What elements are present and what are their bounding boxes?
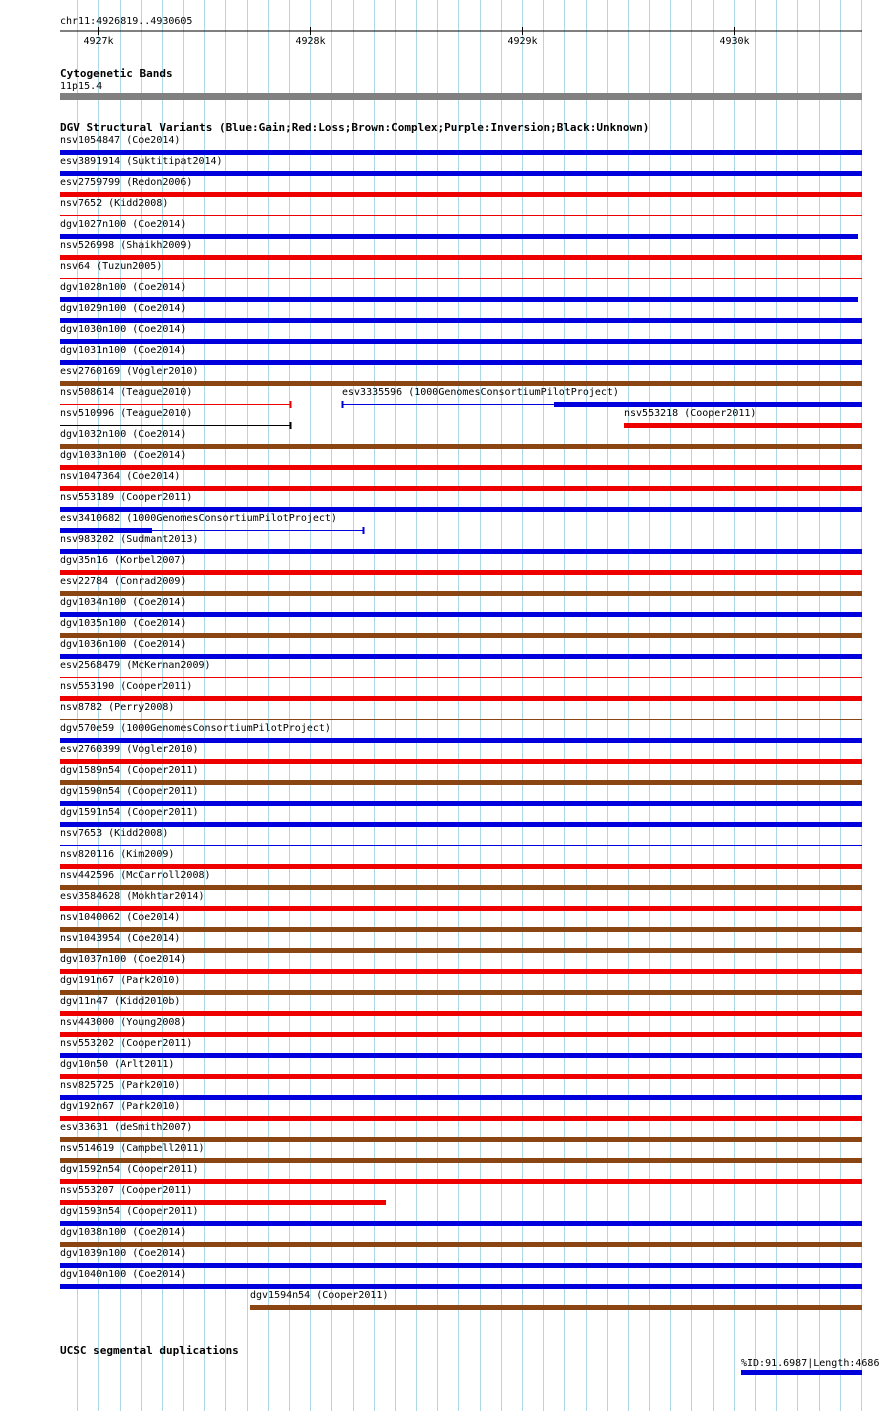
dgv-variant[interactable]	[60, 1038, 862, 1058]
ruler-tick-label: 4929k	[507, 36, 538, 47]
dgv-variant-bar	[60, 738, 862, 743]
dgv-variant[interactable]	[60, 702, 862, 720]
dgv-variant[interactable]	[60, 1164, 862, 1184]
dgv-variant-bar	[60, 591, 862, 596]
dgv-variant-bar	[60, 1137, 862, 1142]
dgv-variant-bar	[60, 255, 862, 260]
dgv-variant-label: nsv8782 (Perry2008)	[60, 702, 175, 713]
dgv-variant-label: dgv192n67 (Park2010)	[60, 1101, 181, 1112]
dgv-variant-bar	[60, 1074, 862, 1079]
dgv-variant-bar	[60, 570, 862, 575]
dgv-variant[interactable]	[60, 261, 862, 279]
dgv-variant-label: nsv553207 (Cooper2011)	[60, 1185, 193, 1196]
dgv-variant-label: dgv1591n54 (Cooper2011)	[60, 807, 199, 818]
dgv-variant[interactable]	[60, 576, 862, 596]
dgv-variant-label: dgv10n50 (Arlt2011)	[60, 1059, 175, 1070]
dgv-variant-bar	[60, 633, 862, 638]
dgv-variant-label: nsv526998 (Shaikh2009)	[60, 240, 193, 251]
dgv-variant-label: nsv820116 (Kim2009)	[60, 849, 175, 860]
dgv-variant[interactable]	[60, 1017, 862, 1037]
dgv-track-title: DGV Structural Variants (Blue:Gain;Red:Loss;Brown:Complex;Purple:Inversion;Black:Unknown)	[60, 121, 650, 134]
dgv-variant-bar	[60, 990, 862, 995]
dgv-variant[interactable]	[60, 387, 291, 408]
dgv-variant-bar	[60, 171, 862, 176]
dgv-variant-label: nsv442596 (McCarroll2008)	[60, 870, 211, 881]
dgv-variant[interactable]	[60, 723, 862, 743]
dgv-variant-bar	[60, 192, 862, 197]
dgv-variant-bar	[60, 801, 862, 806]
dgv-variant-label: dgv1037n100 (Coe2014)	[60, 954, 187, 965]
dgv-variant[interactable]	[60, 1059, 862, 1079]
dgv-variant-bar	[60, 1158, 862, 1163]
dgv-variant-bar	[60, 864, 862, 869]
dgv-variant-label: esv3335596 (1000GenomesConsortiumPilotProject)	[342, 387, 619, 398]
dgv-variant-label: esv22784 (Conrad2009)	[60, 576, 187, 587]
dgv-variant[interactable]	[60, 618, 862, 638]
dgv-variant-bar	[60, 780, 862, 785]
dgv-variant-bar	[60, 1263, 862, 1268]
dgv-variant[interactable]	[60, 1143, 862, 1163]
dgv-variant-bar	[624, 423, 862, 428]
dgv-variant[interactable]	[60, 408, 291, 429]
dgv-variant-label: esv2759799 (Redon2006)	[60, 177, 193, 188]
dgv-variant-label: esv33631 (deSmith2007)	[60, 1122, 193, 1133]
dgv-variant-label: nsv510996 (Teague2010)	[60, 408, 193, 419]
dgv-variant-bar	[60, 1095, 862, 1100]
dgv-variant[interactable]	[60, 1206, 862, 1226]
dgv-variant[interactable]	[60, 1248, 862, 1268]
dgv-variant[interactable]	[624, 408, 862, 428]
dgv-variant[interactable]	[60, 534, 862, 554]
dgv-variant[interactable]	[60, 975, 862, 995]
dgv-variant[interactable]	[60, 1269, 862, 1289]
dgv-variant-label: dgv1033n100 (Coe2014)	[60, 450, 187, 461]
dgv-variant[interactable]	[60, 639, 862, 659]
dgv-variant[interactable]	[60, 828, 862, 846]
grid-lines	[78, 0, 862, 1411]
dgv-features	[60, 135, 862, 1310]
dgv-variant-bar	[60, 1116, 862, 1121]
dgv-variant-bar	[60, 906, 862, 911]
ruler-tick-label: 4927k	[83, 36, 114, 47]
dgv-variant[interactable]	[60, 177, 862, 197]
dgv-variant-label: esv3410682 (1000GenomesConsortiumPilotProject)	[60, 513, 337, 524]
dgv-variant-label: dgv1035n100 (Coe2014)	[60, 618, 187, 629]
dgv-variant[interactable]	[60, 807, 862, 827]
dgv-variant[interactable]	[60, 513, 364, 534]
dgv-variant-label: dgv11n47 (Kidd2010b)	[60, 996, 181, 1007]
dgv-variant-bar	[60, 339, 862, 344]
dgv-variant-label: dgv1038n100 (Coe2014)	[60, 1227, 187, 1238]
dgv-variant-bar	[60, 1242, 862, 1247]
segdup-feature-bar	[741, 1370, 862, 1375]
dgv-variant-bar	[60, 759, 862, 764]
dgv-variant-bar	[60, 381, 862, 386]
dgv-variant[interactable]	[60, 849, 862, 869]
dgv-variant-bar	[60, 1200, 386, 1205]
dgv-variant-label: dgv1027n100 (Coe2014)	[60, 219, 187, 230]
dgv-variant-label: dgv570e59 (1000GenomesConsortiumPilotProject)	[60, 723, 331, 734]
dgv-variant-label: nsv825725 (Park2010)	[60, 1080, 181, 1091]
dgv-variant[interactable]	[60, 1122, 862, 1142]
dgv-variant-label: dgv1593n54 (Cooper2011)	[60, 1206, 199, 1217]
dgv-variant-label: dgv191n67 (Park2010)	[60, 975, 181, 986]
dgv-variant-bar	[60, 1284, 862, 1289]
dgv-variant-label: nsv508614 (Teague2010)	[60, 387, 193, 398]
dgv-variant-label: dgv1592n54 (Cooper2011)	[60, 1164, 199, 1175]
dgv-variant[interactable]	[60, 660, 862, 678]
dgv-variant[interactable]	[60, 744, 862, 764]
dgv-variant-label: esv3891914 (Suktitipat2014)	[60, 156, 223, 167]
dgv-variant-label: dgv1031n100 (Coe2014)	[60, 345, 187, 356]
dgv-variant[interactable]	[60, 891, 862, 911]
dgv-variant[interactable]	[60, 786, 862, 806]
dgv-variant-bar	[60, 927, 862, 932]
dgv-variant-bar	[60, 1053, 862, 1058]
dgv-variant-label: dgv1039n100 (Coe2014)	[60, 1248, 187, 1259]
dgv-variant-label: dgv1030n100 (Coe2014)	[60, 324, 187, 335]
dgv-variant[interactable]	[60, 555, 862, 575]
segdup-track-title: UCSC segmental duplications	[60, 1344, 239, 1357]
dgv-variant-label: esv2568479 (McKernan2009)	[60, 660, 211, 671]
cytoband-track-title: Cytogenetic Bands	[60, 67, 173, 80]
dgv-variant-bar	[60, 234, 858, 239]
dgv-variant-label: esv2760169 (Vogler2010)	[60, 366, 199, 377]
dgv-variant-label: esv2760399 (Vogler2010)	[60, 744, 199, 755]
dgv-variant[interactable]	[60, 1080, 862, 1100]
dgv-variant-bar	[60, 465, 862, 470]
dgv-variant[interactable]	[60, 492, 862, 512]
dgv-variant-bar	[60, 612, 862, 617]
dgv-variant-label: nsv514619 (Campbell2011)	[60, 1143, 205, 1154]
dgv-variant[interactable]	[60, 135, 862, 155]
dgv-variant-thick-part	[60, 528, 152, 533]
ruler-tick-label: 4930k	[719, 36, 750, 47]
dgv-variant-bar	[250, 1305, 862, 1310]
dgv-variant-label: dgv1589n54 (Cooper2011)	[60, 765, 199, 776]
dgv-variant-bar	[60, 297, 858, 302]
dgv-variant[interactable]	[60, 450, 862, 470]
dgv-variant-label: nsv7653 (Kidd2008)	[60, 828, 169, 839]
dgv-variant-label: dgv1036n100 (Coe2014)	[60, 639, 187, 650]
dgv-variant-bar	[60, 948, 862, 953]
dgv-variant-label: dgv1029n100 (Coe2014)	[60, 303, 187, 314]
dgv-variant-bar	[60, 822, 862, 827]
dgv-variant-label: nsv983202 (Sudmant2013)	[60, 534, 199, 545]
dgv-variant-label: dgv35n16 (Korbel2007)	[60, 555, 187, 566]
dgv-variant[interactable]	[60, 156, 862, 176]
dgv-variant-label: nsv1047364 (Coe2014)	[60, 471, 181, 482]
dgv-variant[interactable]	[60, 1185, 386, 1205]
dgv-variant-label: nsv1054847 (Coe2014)	[60, 135, 181, 146]
dgv-variant[interactable]	[60, 996, 862, 1016]
dgv-variant-bar	[60, 444, 862, 449]
dgv-variant-bar	[60, 969, 862, 974]
dgv-variant-label: nsv553190 (Cooper2011)	[60, 681, 193, 692]
dgv-variant-bar	[60, 1179, 862, 1184]
region-label: chr11:4926819..4930605	[60, 16, 193, 27]
ruler-tick-label: 4928k	[295, 36, 326, 47]
segdup-features	[741, 1358, 879, 1375]
dgv-variant-bar	[60, 360, 862, 365]
dgv-variant[interactable]	[60, 933, 862, 953]
dgv-variant[interactable]	[60, 765, 862, 785]
dgv-variant-bar	[60, 885, 862, 890]
dgv-variant[interactable]	[60, 471, 862, 491]
dgv-variant[interactable]	[60, 597, 862, 617]
dgv-variant[interactable]	[342, 387, 862, 408]
dgv-variant-bar	[60, 1011, 862, 1016]
dgv-variant[interactable]	[60, 870, 862, 890]
dgv-variant-label: nsv553202 (Cooper2011)	[60, 1038, 193, 1049]
dgv-variant-label: dgv1594n54 (Cooper2011)	[250, 1290, 389, 1301]
dgv-variant[interactable]	[60, 681, 862, 701]
dgv-variant-label: nsv553189 (Cooper2011)	[60, 492, 193, 503]
dgv-variant-label: dgv1040n100 (Coe2014)	[60, 1269, 187, 1280]
dgv-variant[interactable]	[60, 954, 862, 974]
dgv-variant-label: nsv7652 (Kidd2008)	[60, 198, 169, 209]
cytoband-label: 11p15.4	[60, 81, 103, 92]
cytoband-bar[interactable]	[60, 93, 862, 100]
dgv-variant-label: nsv64 (Tuzun2005)	[60, 261, 163, 272]
dgv-variant-bar	[60, 318, 862, 323]
dgv-variant[interactable]	[60, 1101, 862, 1121]
dgv-variant[interactable]	[60, 429, 862, 449]
dgv-variant[interactable]	[250, 1290, 862, 1310]
dgv-variant-label: nsv1043954 (Coe2014)	[60, 933, 181, 944]
segdup-feature[interactable]	[741, 1358, 879, 1375]
dgv-variant[interactable]	[60, 240, 862, 260]
dgv-variant[interactable]	[60, 912, 862, 932]
dgv-variant[interactable]	[60, 345, 862, 365]
dgv-variant[interactable]	[60, 198, 862, 216]
dgv-variant-bar	[60, 654, 862, 659]
dgv-variant-bar	[60, 696, 862, 701]
dgv-variant-thick-part	[554, 402, 862, 407]
dgv-variant[interactable]	[60, 1227, 862, 1247]
dgv-variant-label: nsv443000 (Young2008)	[60, 1017, 187, 1028]
dgv-variant-label: nsv1040062 (Coe2014)	[60, 912, 181, 923]
dgv-variant-label: dgv1032n100 (Coe2014)	[60, 429, 187, 440]
dgv-variant-bar	[60, 507, 862, 512]
dgv-variant-label: nsv553218 (Cooper2011)	[624, 408, 757, 419]
dgv-variant[interactable]	[60, 303, 862, 323]
dgv-variant-bar	[60, 549, 862, 554]
dgv-variant-label: esv3584628 (Mokhtar2014)	[60, 891, 205, 902]
dgv-variant[interactable]	[60, 366, 862, 386]
dgv-variant-label: dgv1590n54 (Cooper2011)	[60, 786, 199, 797]
dgv-variant-label: dgv1028n100 (Coe2014)	[60, 282, 187, 293]
dgv-variant[interactable]	[60, 324, 862, 344]
dgv-variant-bar	[60, 486, 862, 491]
dgv-variant-bar	[60, 1032, 862, 1037]
segdup-feature-label: %ID:91.6987|Length:4686	[741, 1358, 880, 1369]
dgv-variant-bar	[60, 1221, 862, 1226]
dgv-variant-bar	[60, 150, 862, 155]
dgv-variant-label: dgv1034n100 (Coe2014)	[60, 597, 187, 608]
